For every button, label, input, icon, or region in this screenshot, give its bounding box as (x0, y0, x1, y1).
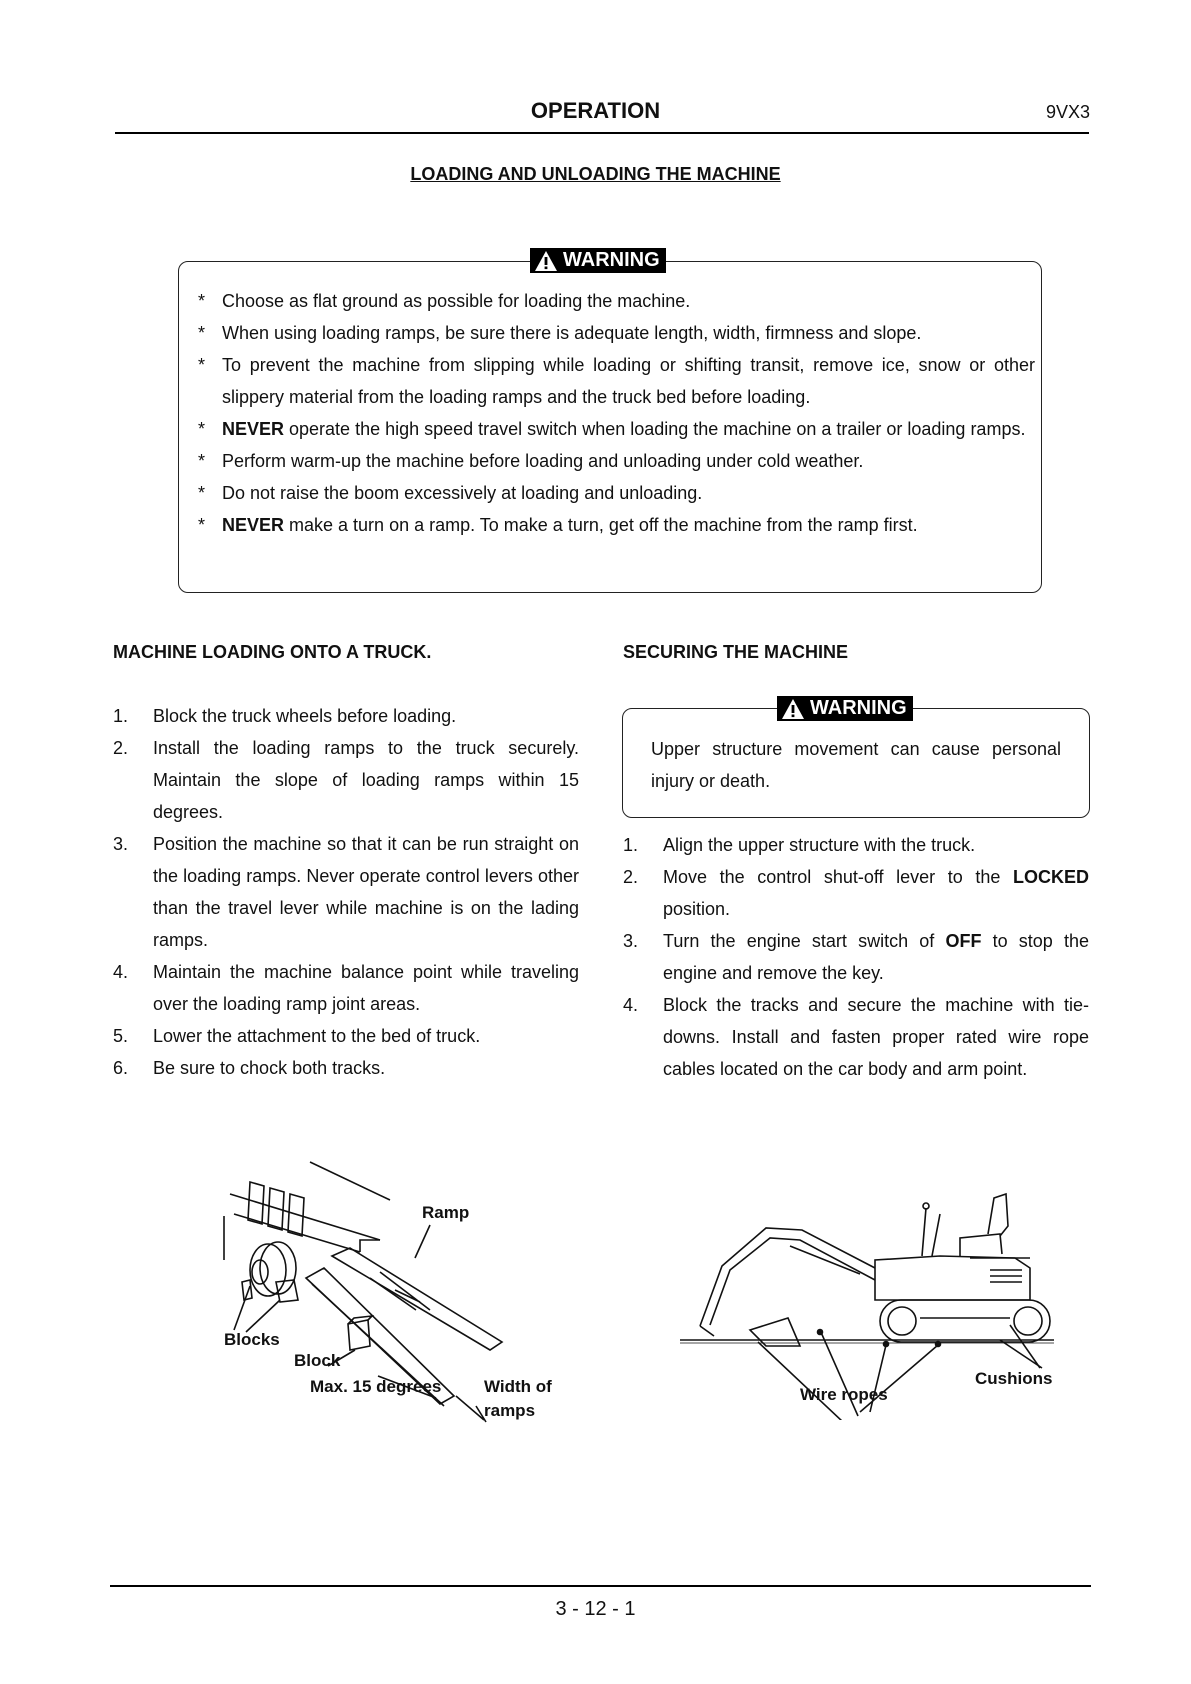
step-text: Be sure to chock both tracks. (153, 1058, 386, 1078)
step-text: Move the control shut-off lever to the (663, 867, 1013, 887)
warning-item-text: To prevent the machine from slipping while loading or shifting transit, remove ice, snow or other slippery material from the loading ramps and the truck bed before loading. (222, 355, 1035, 407)
step-text: Position the machine so that it can be run straight on the loading ramps. Never operate control levers other than the travel lever while machine is on the lading ramps. (153, 834, 579, 950)
warning-item (180, 317, 1035, 349)
warning-item-text: operate the high speed travel switch when loading the machine on a trailer or loading ramps. (284, 419, 1026, 439)
loading-step (113, 700, 579, 732)
ramp-width-label-line2: ramps (484, 1401, 536, 1420)
step-text: Block the truck wheels before loading. (153, 706, 457, 726)
model-code: 9VX3 (1045, 102, 1090, 122)
securing-step (623, 861, 1089, 925)
block-label: Block (294, 1351, 341, 1370)
step-emphasis: OFF (945, 931, 982, 951)
bullet-asterisk: * (198, 355, 206, 375)
securing-steps-list (623, 829, 1089, 1085)
securing-warning-text: Upper structure movement can cause personal injury or death. (651, 739, 1061, 791)
warning-triangle-icon (534, 250, 558, 272)
step-number: 2. (623, 867, 639, 887)
loading-step (113, 956, 579, 1020)
bullet-asterisk: * (198, 291, 206, 311)
step-number: 3. (623, 931, 639, 951)
step-number: 4. (623, 995, 639, 1015)
warning-item-text: Choose as flat ground as possible for loading the machine. (222, 291, 691, 311)
step-text: Block the tracks and secure the machine with tie-downs. Install and fasten proper rated wire rope cables located on the car body and arm point. (663, 995, 1089, 1079)
securing-warning-label (777, 696, 913, 721)
warning-item-text: Perform warm-up the machine before loading and unloading under cold weather. (222, 451, 864, 471)
step-text: Lower the attachment to the bed of truck. (153, 1026, 481, 1046)
securing-step (623, 829, 1089, 861)
securing-step (623, 925, 1089, 989)
warning-item (180, 445, 1035, 477)
warning-item (180, 477, 1035, 509)
warning-item-text: When using loading ramps, be sure there is adequate length, width, firmness and slope. (222, 323, 922, 343)
step-number: 5. (113, 1026, 129, 1046)
step-text-continued: position. (663, 899, 731, 919)
ramp-width-label-line1: Width of (484, 1377, 552, 1396)
page-header-title: OPERATION (530, 98, 661, 123)
warning-label-text: WARNING (810, 697, 907, 719)
excavator-tiedown-illustration (670, 1150, 1070, 1420)
loading-step (113, 828, 579, 956)
max-slope-label: Max. 15 degrees (310, 1377, 442, 1396)
warning-item (180, 285, 1035, 317)
warning-emphasis: NEVER (222, 419, 285, 439)
warning-label-text: WARNING (563, 249, 660, 271)
step-number: 6. (113, 1058, 129, 1078)
section-title: LOADING AND UNLOADING THE MACHINE (410, 164, 781, 184)
warning-item (180, 413, 1035, 445)
header-rule (115, 132, 1089, 134)
step-number: 4. (113, 962, 129, 982)
warning-item (180, 509, 1035, 541)
securing-heading: SECURING THE MACHINE (623, 642, 849, 662)
securing-step (623, 989, 1089, 1085)
step-number: 2. (113, 738, 129, 758)
loading-step (113, 732, 579, 828)
step-number: 3. (113, 834, 129, 854)
step-number: 1. (113, 706, 129, 726)
loading-steps-list (113, 700, 579, 1084)
ramp-label: Ramp (422, 1203, 470, 1222)
warning-item-text: Do not raise the boom excessively at loading and unloading. (222, 483, 703, 503)
footer-rule (110, 1585, 1091, 1587)
top-warning-label (530, 248, 666, 273)
loading-step (113, 1020, 579, 1052)
bullet-asterisk: * (198, 451, 206, 471)
loading-heading: MACHINE LOADING ONTO A TRUCK. (113, 642, 432, 662)
top-warning-list (180, 285, 1035, 541)
warning-triangle-icon (781, 698, 805, 720)
step-text: Turn the engine start switch of (663, 931, 946, 951)
step-emphasis: LOCKED (1013, 867, 1089, 887)
loading-ramps-illustration (220, 1160, 600, 1430)
warning-item (180, 349, 1035, 413)
step-text: Align the upper structure with the truck. (663, 835, 976, 855)
bullet-asterisk: * (198, 323, 206, 343)
step-number: 1. (623, 835, 639, 855)
bullet-asterisk: * (198, 515, 206, 535)
bullet-asterisk: * (198, 483, 206, 503)
blocks-label: Blocks (224, 1330, 280, 1349)
wire-ropes-label: Wire ropes (800, 1385, 888, 1404)
cushions-label: Cushions (975, 1369, 1053, 1388)
page-number: 3 - 12 - 1 (555, 1598, 636, 1620)
step-text-continued: to stop the engine and remove the key. (663, 931, 1090, 983)
warning-emphasis: NEVER (222, 515, 285, 535)
loading-step (113, 1052, 579, 1084)
step-text: Maintain the machine balance point while traveling over the loading ramp joint areas. (153, 962, 579, 1014)
bullet-asterisk: * (198, 419, 206, 439)
step-text: Install the loading ramps to the truck securely. Maintain the slope of loading ramps within 15 degrees. (153, 738, 579, 822)
warning-item-text: make a turn on a ramp. To make a turn, get off the machine from the ramp first. (284, 515, 918, 535)
